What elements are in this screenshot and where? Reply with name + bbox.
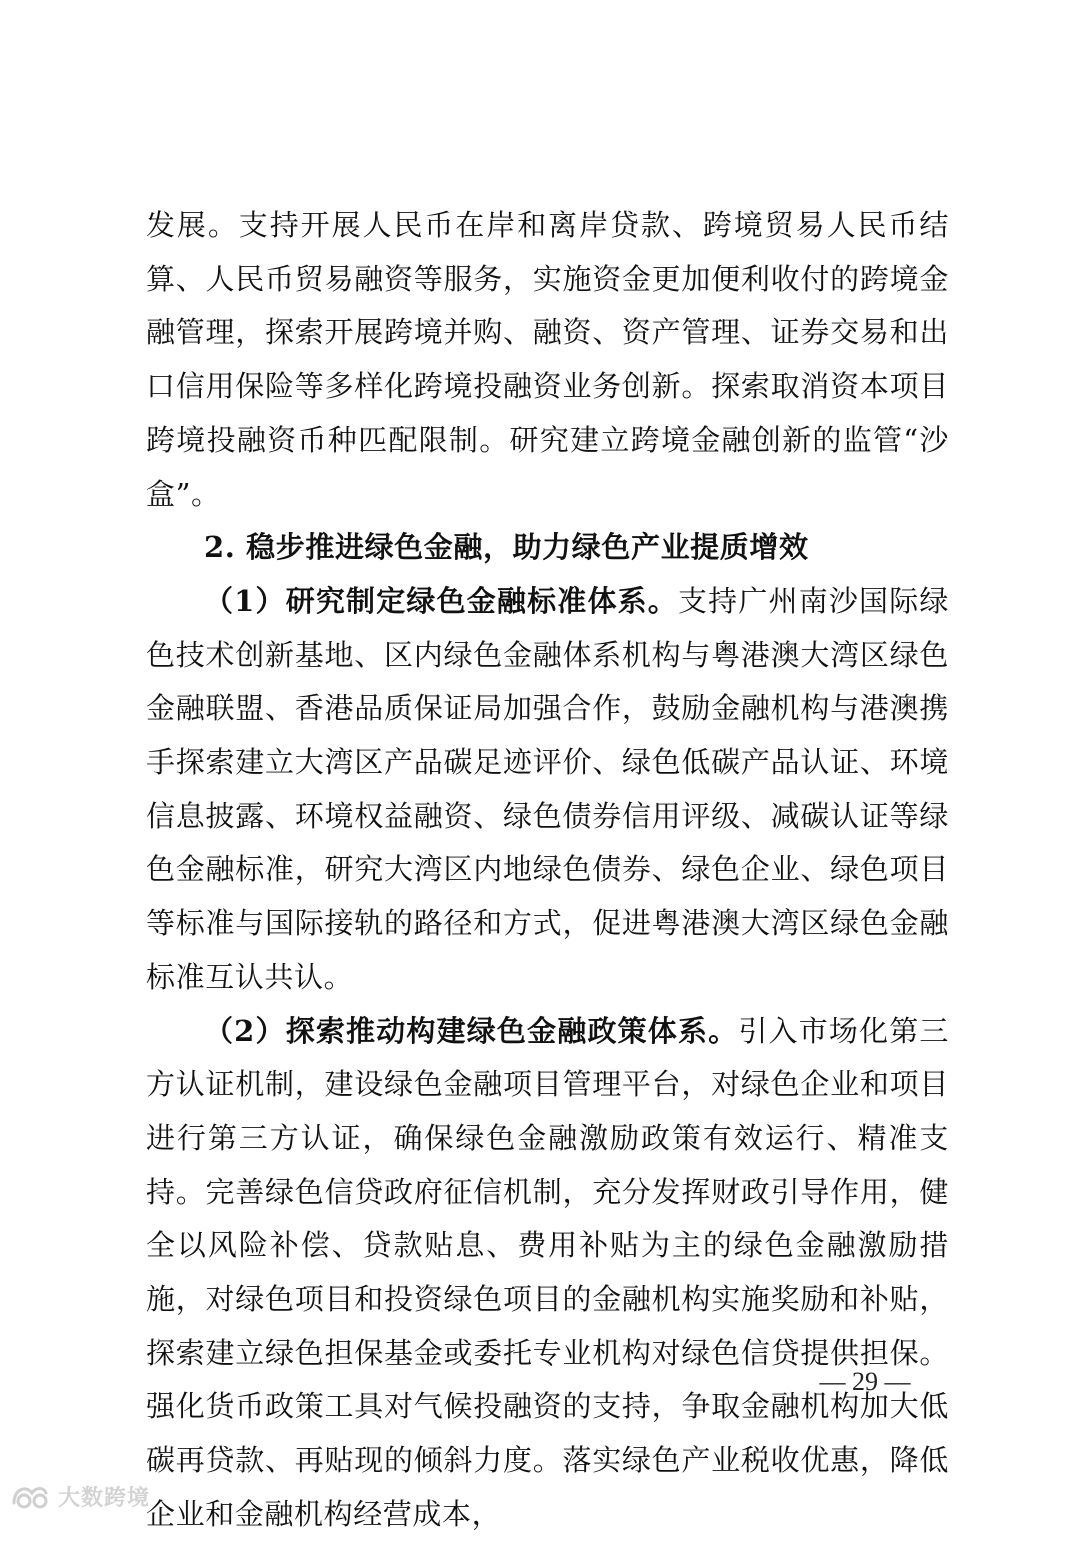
paragraph-3-lead: （2）探索推动构建绿色金融政策体系。 (204, 1013, 739, 1048)
document-body (146, 199, 949, 1542)
watermark-text: 大数跨境 (58, 1485, 151, 1511)
brand-logo-icon (10, 1481, 52, 1511)
paragraph-2-text: 支持广州南沙国际绿色技术创新基地、区内绿色金融体系机构与粤港澳大湾区绿色金融联盟、香港品质保证局加强合作，鼓励金融机构与港澳携手探索建立大湾区产品碳足迹评价、绿色低碳产品认证、环境信息披露、环境权益融资、绿色债券信用评级、减碳认证等绿色金融标准，研究大湾区内地绿色债券、绿色企业、绿色项目等标准与国际接轨的路径和方式，促进粤港澳大湾区绿色金融标准互认共认。 (146, 583, 950, 994)
paragraph-2 (146, 575, 949, 1005)
watermark (10, 1478, 150, 1514)
paragraph-3 (146, 1005, 949, 1542)
paragraph-1 (146, 199, 949, 521)
page-number: — 29 — (819, 1367, 911, 1396)
section-heading: 2. 稳步推进绿色金融，助力绿色产业提质增效 (204, 530, 809, 565)
paragraph-3-text: 引入市场化第三方认证机制，建设绿色金融项目管理平台，对绿色企业和项目进行第三方认证，确保绿色金融激励政策有效运行、精准支持。完善绿色信贷政府征信机制，充分发挥财政引导作用，健全以风险补偿、贷款贴息、费用补贴为主的绿色金融激励措施，对绿色项目和投资绿色项目的金融机构实施奖励和补贴，探索建立绿色担保基金或委托专业机构对绿色信贷提供担保。强化货币政策工具对气候投融资的支持，争取金融机构加大低碳再贷款、再贴现的倾斜力度。落实绿色产业税收优惠，降低企业和金融机构经营成本， (146, 1013, 949, 1531)
paragraph-2-lead: （1）研究制定绿色金融标准体系。 (204, 583, 678, 618)
paragraph-1-text: 发展。支持开展人民币在岸和离岸贷款、跨境贸易人民币结算、人民币贸易融资等服务，实施资金更加便利收付的跨境金融管理，探索开展跨境并购、融资、资产管理、证券交易和出口信用保险等多样化跨境投融资业务创新。探索取消资本项目跨境投融资币种匹配限制。研究建立跨境金融创新的监管“沙盒”。 (146, 208, 949, 511)
